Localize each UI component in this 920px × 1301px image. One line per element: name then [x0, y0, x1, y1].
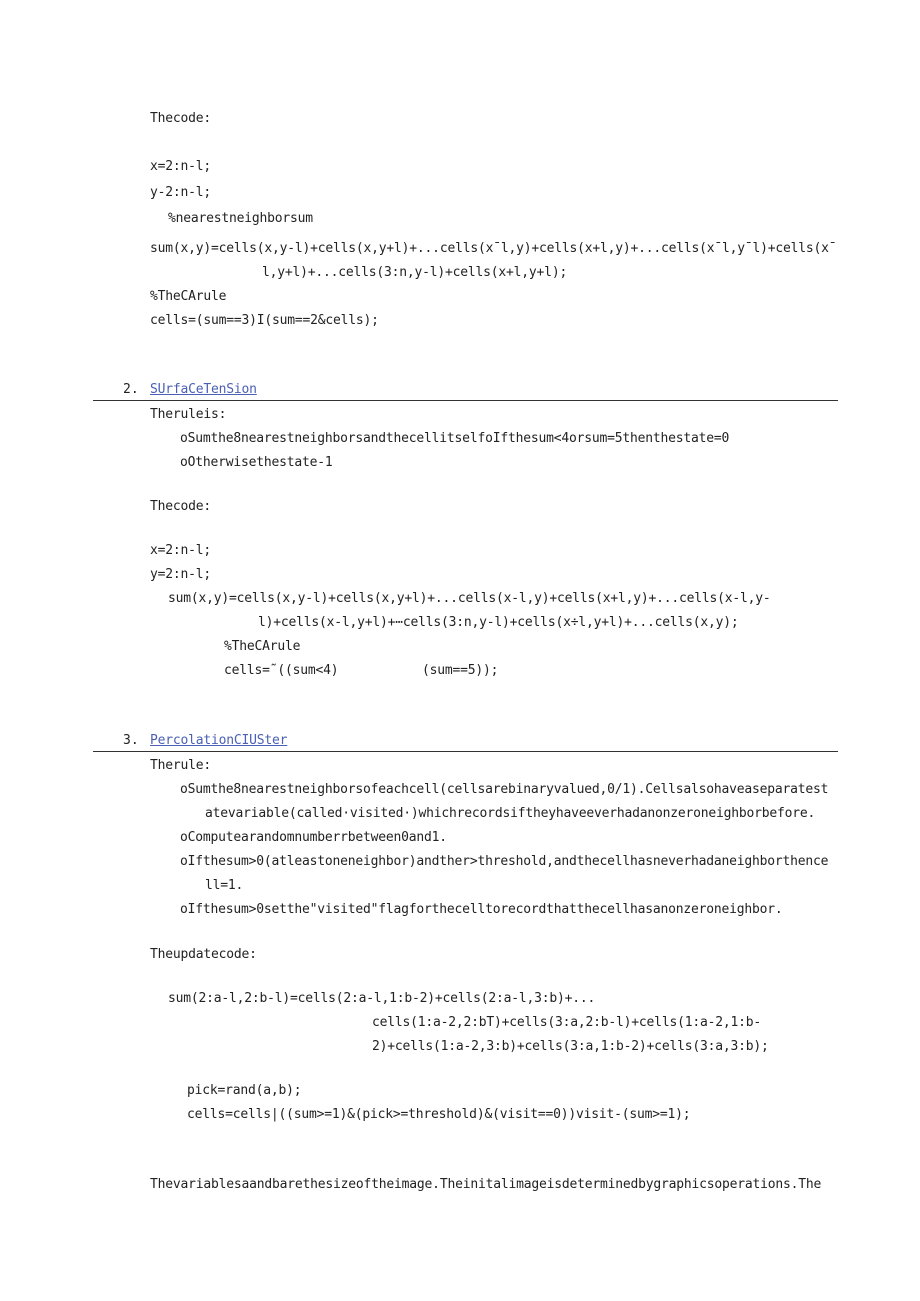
rule-heading: Therule:	[150, 758, 212, 773]
code-line: 2)+cells(1:a-2,3:b)+cells(3:a,1:b-2)+cells(3:a,3:b);	[372, 1039, 769, 1054]
rule-bullet-continued: ll=1.	[205, 878, 244, 893]
code-line: pick=rand(a,b);	[187, 1083, 302, 1098]
section-number: 2.	[123, 382, 139, 397]
section-title-link[interactable]: PercolationCIUSter	[150, 733, 288, 748]
code-line: sum(x,y)=cells(x,y-l)+cells(x,y+l)+...cells(xˉl,y)+cells(x+l,y)+...cells(xˉl,yˉl)+cells(xˉ	[150, 241, 837, 256]
code-comment: %nearestneighborsum	[168, 211, 313, 226]
body-paragraph: Thevariablesaandbarethesizeoftheimage.Theinitalimageisdeterminedbygraphicsoperations.The	[150, 1177, 822, 1192]
section-title-link[interactable]: SUrfaCeTenSion	[150, 382, 257, 397]
code-line: cells=˜((sum<4)	[224, 663, 339, 678]
code-line: x=2:n-l;	[150, 543, 212, 558]
code-line: l,y+l)+...cells(3:n,y-l)+cells(x+l,y+l);	[262, 265, 568, 280]
section-number: 3.	[123, 733, 139, 748]
code-heading: Thecode:	[150, 111, 212, 126]
code-line: (sum==5));	[422, 663, 499, 678]
code-heading: Theupdatecode:	[150, 947, 257, 962]
code-line: y-2:n-l;	[150, 185, 212, 200]
rule-bullet: oSumthe8nearestneighborsofeachcell(cellsarebinaryvalued,0/1).Cellsalsohaveaseparatest	[180, 782, 829, 797]
rule-bullet: oOtherwisethestate-1	[180, 455, 333, 470]
section-divider	[93, 751, 838, 752]
code-line: sum(2:a-l,2:b-l)=cells(2:a-l,1:b-2)+cells(2:a-l,3:b)+...	[168, 991, 596, 1006]
rule-heading: Theruleis:	[150, 407, 227, 422]
code-heading: Thecode:	[150, 499, 212, 514]
code-line: sum(x,y)=cells(x,y-l)+cells(x,y+l)+...cells(х-l,y)+cells(x+l,y)+...cells(х-l,y-	[168, 591, 771, 606]
code-comment: %TheCArule	[150, 289, 227, 304]
code-line: y=2:n-l;	[150, 567, 212, 582]
code-line: x=2:n-l;	[150, 159, 212, 174]
section-divider	[93, 400, 838, 401]
rule-bullet: oIfthesum>0setthe"visited"flagforthecelltorecordthatthecellhasanonzeroneighbor.	[180, 902, 783, 917]
rule-bullet: oSumthe8nearestneighborsandthecellitselfoIfthesum<4orsum=5thenthestate=0	[180, 431, 730, 446]
code-line: cells(1:a-2,2:bT)+cells(3:a,2:b-l)+cells(1:a-2,1:b-	[372, 1015, 761, 1030]
rule-bullet-continued: atevariable(called·visited·)whichrecordsiftheyhaveeverhadanonzeroneighborbefore.	[205, 806, 816, 821]
code-line: cells=(sum==3)I(sum==2&cells);	[150, 313, 379, 328]
rule-bullet: oComputearandomnumberrbetween0and1.	[180, 830, 447, 845]
rule-bullet: oIfthesum>0(atleastoneneighbor)andther>threshold,andthecellhasneverhadaneighborthence	[180, 854, 829, 869]
code-comment: %TheCArule	[224, 639, 301, 654]
code-line: cells=cells|((sum>=1)&(pick>=threshold)&(visit==0))visit-(sum>=1);	[187, 1107, 691, 1122]
code-line: l)+cells(х-l,y+l)+⋯cells(3:n,y-l)+cells(x÷l,y+l)+...cells(x,y);	[258, 615, 739, 630]
